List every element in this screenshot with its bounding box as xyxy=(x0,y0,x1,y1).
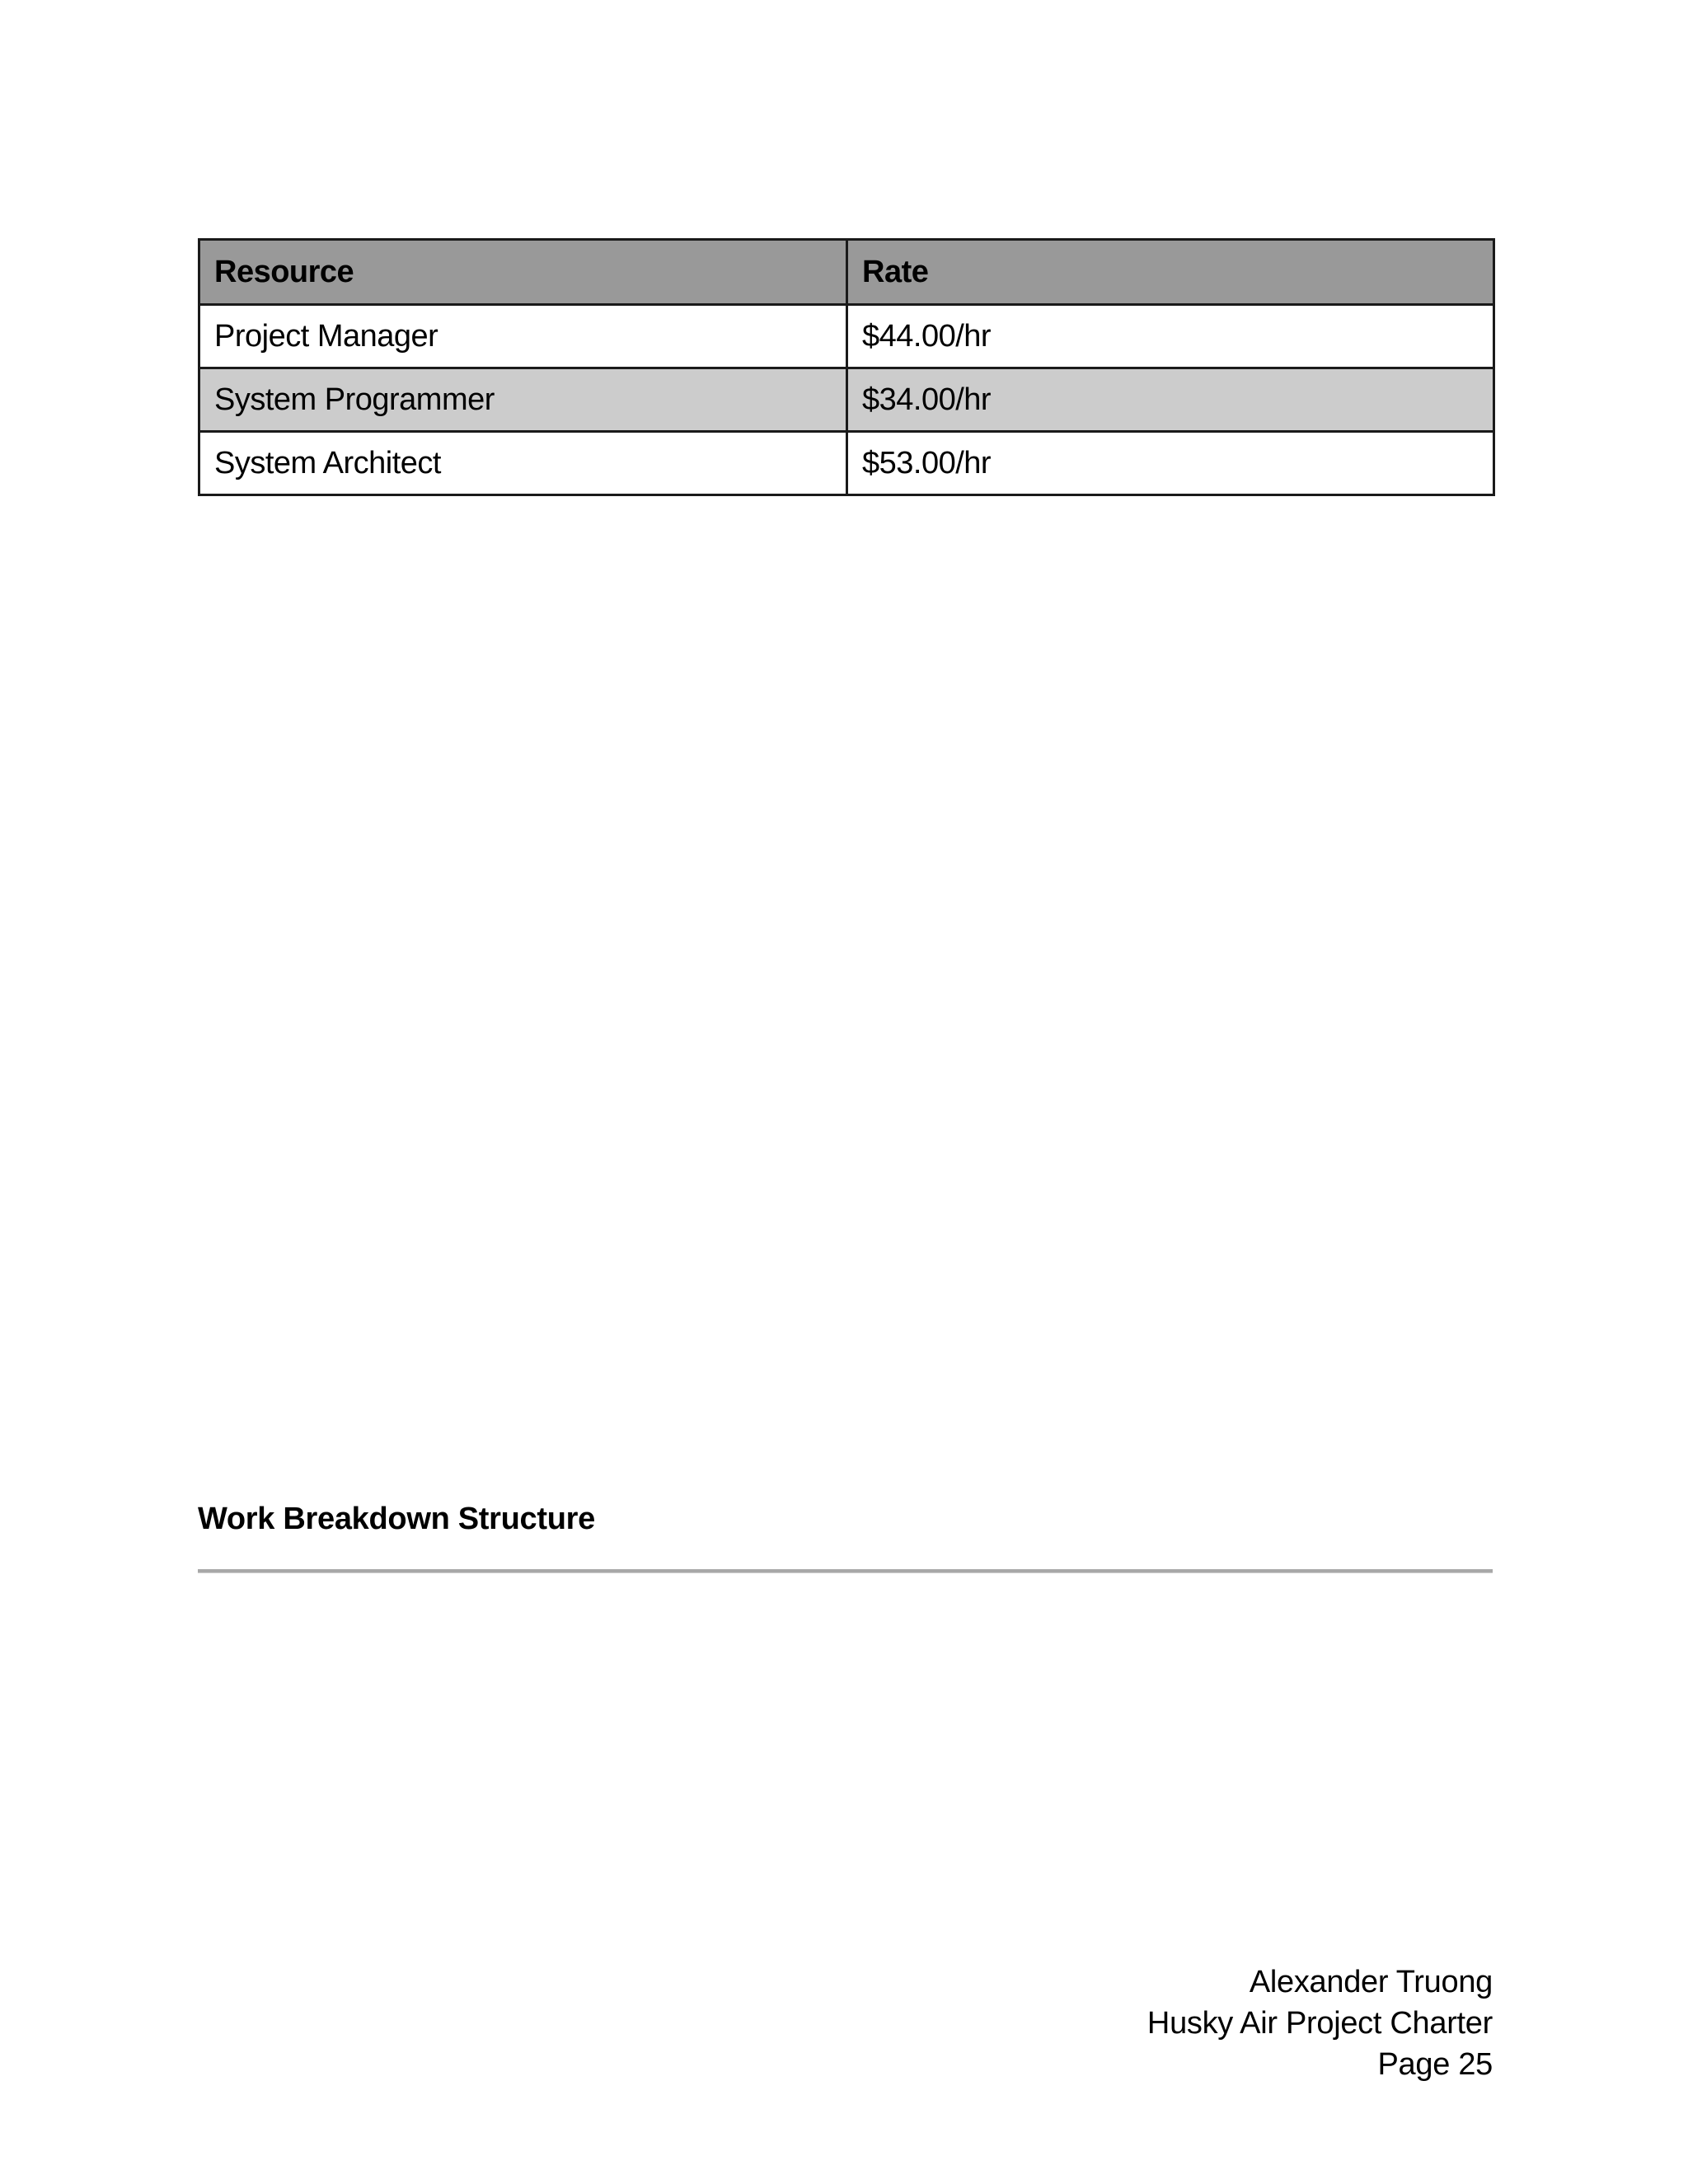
resource-cell: System Programmer xyxy=(199,368,847,432)
rate-cell: $53.00/hr xyxy=(847,432,1494,495)
footer-document-title: Husky Air Project Charter xyxy=(1146,2006,1493,2041)
resource-cell: System Architect xyxy=(199,432,847,495)
rate-cell: $34.00/hr xyxy=(847,368,1494,432)
resource-rate-table xyxy=(198,238,1495,496)
section-heading: Work Breakdown Structure xyxy=(198,1502,595,1536)
section-divider xyxy=(198,1569,1493,1573)
table-row xyxy=(199,432,1494,495)
table-row xyxy=(199,368,1494,432)
table-header-row xyxy=(199,240,1494,305)
page-footer xyxy=(1147,1961,1493,2085)
column-header-rate: Rate xyxy=(847,240,1494,305)
rate-cell: $44.00/hr xyxy=(847,305,1494,368)
footer-author: Alexander Truong xyxy=(1249,1965,1493,1999)
column-header-resource: Resource xyxy=(199,240,847,305)
resource-cell: Project Manager xyxy=(199,305,847,368)
footer-page-number: Page 25 xyxy=(1377,2047,1493,2082)
table-row xyxy=(199,305,1494,368)
